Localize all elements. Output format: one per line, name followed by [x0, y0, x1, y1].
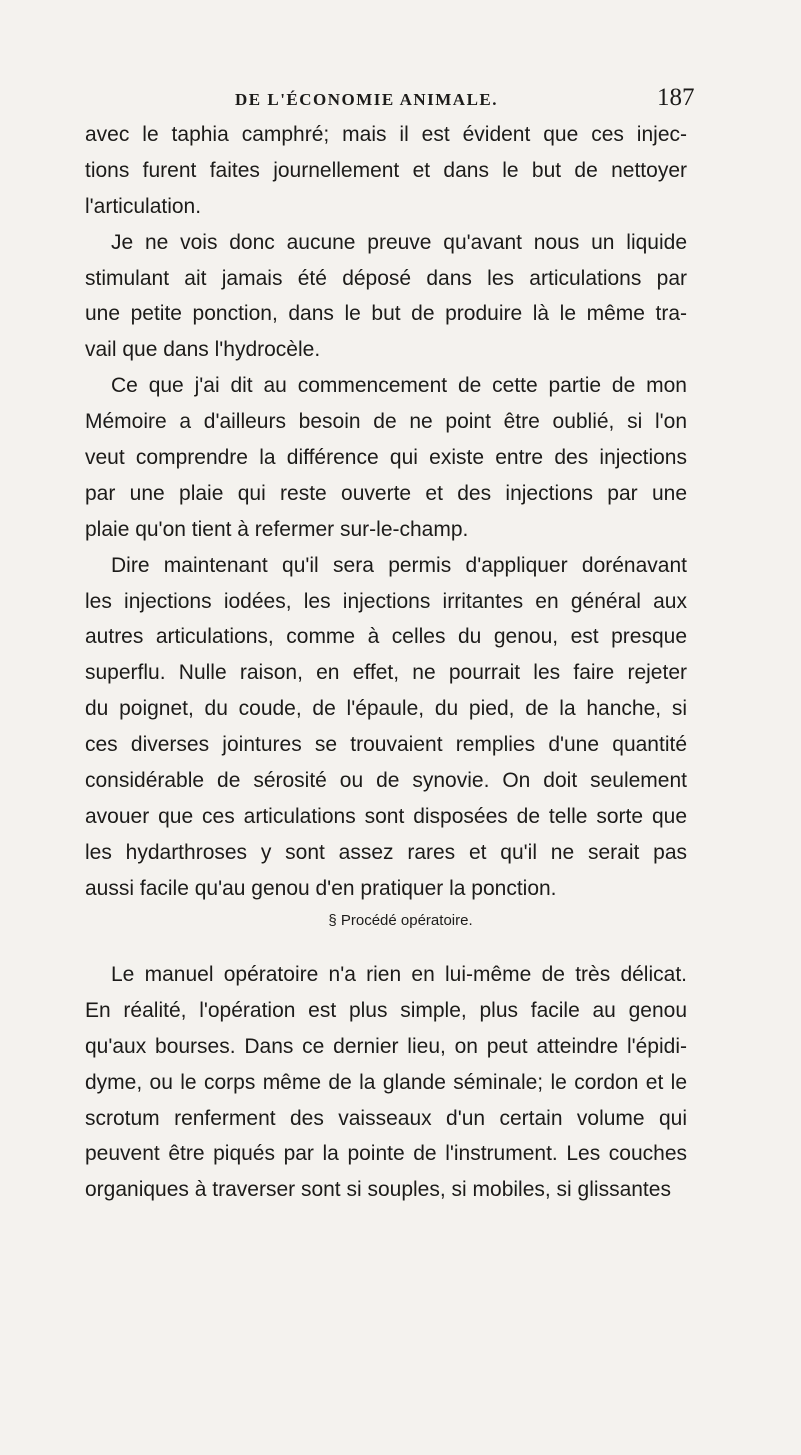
- text-line: Le manuel opératoire n'a rien en lui-même de très délicat.: [111, 963, 687, 986]
- text-line: qu'aux bourses. Dans ce dernier lieu, on peut atteindre l'épidi-: [85, 1034, 687, 1058]
- text-line: une petite ponction, dans le but de produire là le même tra-: [85, 302, 687, 326]
- text-line: plaie qu'on tient à refermer sur-le-champ.: [85, 517, 469, 541]
- paragraph: [85, 548, 687, 907]
- running-title: DE L'ÉCONOMIE ANIMALE.: [235, 90, 498, 109]
- section-heading: § Procédé opératoire.: [328, 912, 473, 929]
- paragraph: [85, 225, 687, 369]
- text-line: du poignet, du coude, de l'épaule, du pied, de la hanche, si: [85, 697, 687, 721]
- text-line: avouer que ces articulations sont disposées de telle sorte que: [85, 804, 687, 828]
- page-number: 187: [657, 84, 695, 111]
- text-line: Dire maintenant qu'il sera permis d'appliquer dorénavant: [111, 553, 687, 577]
- text-line: Je ne vois donc aucune preuve qu'avant nous un liquide: [111, 230, 687, 254]
- text-line: veut comprendre la différence qui existe entre des injections: [85, 446, 687, 470]
- text-line: superflu. Nulle raison, en effet, ne pourrait les faire rejeter: [85, 661, 687, 685]
- text-line: aussi facile qu'au genou d'en pratiquer la ponction.: [85, 876, 557, 900]
- paragraph: [85, 117, 687, 225]
- text-line: dyme, ou le corps même de la glande séminale; le cordon et le: [85, 1070, 687, 1094]
- text-line: peuvent être piqués par la pointe de l'instrument. Les couches: [85, 1142, 687, 1166]
- text-line: Ce que j'ai dit au commencement de cette partie de mon: [111, 374, 687, 398]
- text-line: autres articulations, comme à celles du genou, est presque: [85, 625, 687, 649]
- text-line: vail que dans l'hydrocèle.: [85, 338, 321, 362]
- body-text-before-heading: [85, 117, 687, 907]
- text-line: les hydarthroses y sont assez rares et qu'il ne serait pas: [85, 840, 687, 864]
- text-line: ces diverses jointures se trouvaient remplies d'une quantité: [85, 733, 687, 757]
- text-line: tions furent faites journellement et dans le but de nettoyer: [85, 158, 687, 182]
- text-line: l'articulation.: [85, 194, 202, 218]
- text-line: par une plaie qui reste ouverte et des injections par une: [85, 481, 687, 505]
- text-line: stimulant ait jamais été déposé dans les articulations par: [85, 266, 687, 290]
- text-line: En réalité, l'opération est plus simple, plus facile au genou: [85, 998, 687, 1022]
- text-line: avec le taphia camphré; mais il est évident que ces injec-: [85, 123, 687, 146]
- text-line: Mémoire a d'ailleurs besoin de ne point être oublié, si l'on: [85, 410, 687, 434]
- text-line: considérable de sérosité ou de synovie. On doit seulement: [85, 769, 687, 793]
- body-text-after-heading: [85, 957, 687, 1208]
- text-line: les injections iodées, les injections irritantes en général aux: [85, 589, 687, 613]
- paragraph: [85, 957, 687, 1208]
- paragraph: [85, 368, 687, 547]
- text-line: scrotum renferment des vaisseaux d'un certain volume qui: [85, 1106, 687, 1130]
- text-line: organiques à traverser sont si souples, si mobiles, si glissantes: [85, 1178, 671, 1202]
